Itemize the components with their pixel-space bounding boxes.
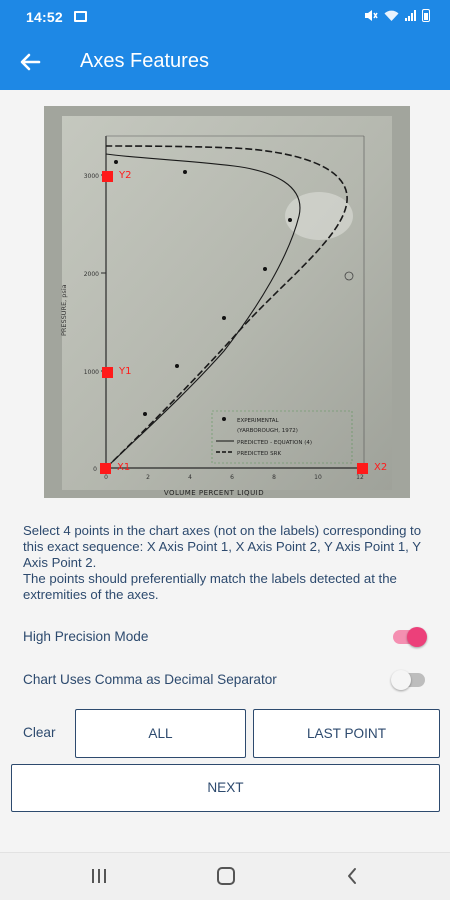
x2-marker[interactable] — [357, 463, 368, 474]
x-tick-0: 0 — [104, 474, 108, 481]
comma-decimal-label: Chart Uses Comma as Decimal Separator — [23, 672, 277, 687]
instructions-line-2: The points should preferentially match the labels detected at the extremities of the axes. — [23, 571, 397, 602]
system-nav-bar — [0, 852, 450, 900]
y1-marker[interactable] — [102, 367, 113, 378]
experimental-point — [183, 170, 187, 174]
x-tick-12: 12 — [356, 474, 364, 481]
x-tick-4: 4 — [188, 474, 192, 481]
experimental-point — [263, 267, 267, 271]
gallery-icon — [74, 11, 87, 22]
x-tick-6: 6 — [230, 474, 234, 481]
y2-marker[interactable] — [102, 171, 113, 182]
clear-all-button[interactable]: ALL — [75, 709, 246, 758]
status-icons — [364, 9, 430, 22]
legend-experimental-source: (YARBOROUGH, 1972) — [237, 428, 298, 434]
page-title: Axes Features — [80, 50, 209, 72]
experimental-point — [114, 160, 118, 164]
y-tick-1000: 1000 — [83, 369, 99, 376]
recents-icon[interactable] — [92, 869, 106, 883]
experimental-point — [288, 218, 292, 222]
chart-image[interactable] — [44, 106, 410, 498]
app-bar — [0, 34, 450, 90]
x-tick-8: 8 — [272, 474, 276, 481]
high-precision-row — [23, 624, 427, 650]
clear-last-point-button[interactable]: LAST POINT — [253, 709, 440, 758]
wifi-icon — [384, 10, 399, 22]
legend-predicted-srk: PREDICTED SRK — [237, 451, 282, 457]
mute-icon — [364, 9, 378, 22]
y-tick-2000: 2000 — [83, 271, 99, 278]
arrow-left-icon — [14, 46, 46, 78]
x-tick-2: 2 — [146, 474, 150, 481]
y1-marker-label: Y1 — [119, 366, 132, 377]
comma-decimal-toggle[interactable] — [391, 670, 427, 690]
clear-label: Clear — [23, 725, 56, 740]
high-precision-toggle[interactable] — [391, 627, 427, 647]
y-axis-title: PRESSURE, psia — [60, 284, 68, 336]
x-axis-title: VOLUME PERCENT LIQUID — [163, 489, 265, 497]
legend-experimental: EXPERIMENTAL — [237, 418, 279, 424]
legend-predicted-equation: PREDICTED - EQUATION (4) — [237, 440, 312, 446]
high-precision-label: High Precision Mode — [23, 629, 149, 644]
experimental-point — [222, 316, 226, 320]
x1-marker[interactable] — [100, 463, 111, 474]
y2-marker-label: Y2 — [119, 170, 132, 181]
instructions-line-1: Select 4 points in the chart axes (not on the labels) corresponding to this exact sequence: X Axis Point 1, X Axis Point 2, Y Axis Point 1, Y Axis Point 2. — [23, 523, 422, 570]
home-icon[interactable] — [217, 867, 235, 885]
instructions-text — [23, 523, 433, 603]
x-tick-10: 10 — [314, 474, 322, 481]
x1-marker-label: X1 — [117, 462, 131, 473]
x2-marker-label: X2 — [374, 462, 388, 473]
y-tick-0: 0 — [93, 466, 97, 473]
comma-decimal-row — [23, 667, 427, 693]
battery-icon — [422, 9, 430, 22]
status-bar — [0, 0, 450, 34]
next-button[interactable]: NEXT — [11, 764, 440, 812]
y-tick-3000: 3000 — [83, 173, 99, 180]
experimental-point — [175, 364, 179, 368]
signal-icon — [405, 10, 416, 21]
nav-back-icon[interactable] — [346, 866, 358, 886]
back-button[interactable] — [14, 46, 46, 78]
experimental-point — [143, 412, 147, 416]
status-time: 14:52 — [26, 9, 63, 25]
